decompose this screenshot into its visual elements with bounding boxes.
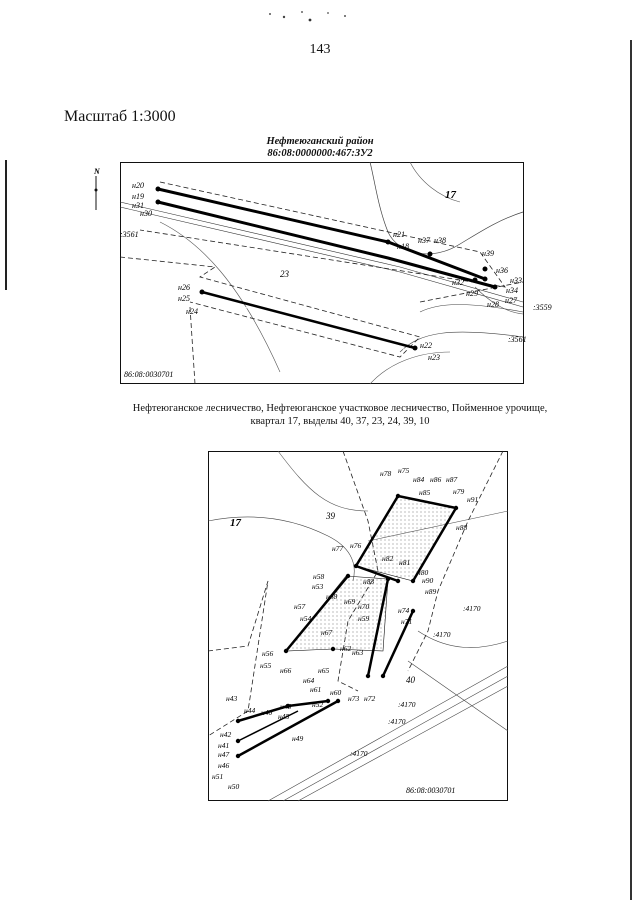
point-label: н37: [418, 236, 430, 245]
vydel-label: 39: [326, 511, 335, 521]
cadastral-block-label: 86:08:0030701: [406, 786, 456, 795]
reference-label: :4170: [388, 717, 406, 726]
point-label: н31: [132, 201, 144, 210]
point-label: н59: [358, 614, 370, 623]
point-label: н73: [348, 694, 360, 703]
margin-line: [5, 160, 7, 290]
point-label: н85: [419, 488, 431, 497]
point-label: н86: [430, 475, 442, 484]
cadastral-block-label: 86:08:0030701: [124, 370, 174, 379]
map1-title: [0, 136, 640, 160]
reference-label: :4170: [398, 700, 416, 709]
page-number: 143: [309, 42, 331, 57]
point-label: н55: [260, 661, 272, 670]
point-label: н41: [218, 741, 230, 750]
point-label: н24: [186, 307, 198, 316]
point-label: н19: [132, 192, 144, 201]
point-label: н84: [413, 475, 425, 484]
point-label: н38: [434, 236, 446, 245]
parcel-label: 23: [280, 269, 289, 279]
caption: [70, 402, 610, 428]
point-label: н83: [363, 577, 375, 586]
point-label: н87: [446, 475, 458, 484]
point-label: н49: [292, 734, 304, 743]
point-label: н79: [453, 487, 465, 496]
map1-cadastral-number: 86:08:0000000:467:ЗУ2: [267, 148, 373, 159]
vydel-label: 40: [406, 675, 415, 685]
point-label: н53: [312, 582, 324, 591]
point-label: н45: [278, 712, 290, 721]
point-label: н50: [228, 782, 240, 791]
caption-line1: Нефтеюганское лесничество, Нефтеюганское участковое лесничество, Пойменное урочище,: [132, 403, 548, 414]
quarter-label: 17: [230, 517, 241, 529]
point-label: н61: [310, 685, 322, 694]
point-label: н43: [226, 694, 238, 703]
point-label: н58: [313, 572, 325, 581]
point-label: н91: [467, 495, 479, 504]
point-label: н36: [496, 266, 508, 275]
point-label: н44: [244, 706, 256, 715]
reference-label: :3561: [120, 230, 139, 239]
point-label: н46: [218, 761, 230, 770]
point-label: н88: [456, 523, 468, 532]
point-label: н29: [466, 289, 478, 298]
point-label: н39: [482, 249, 494, 258]
point-label: н78: [380, 469, 392, 478]
point-label: н62: [340, 644, 352, 653]
point-label: н57: [294, 602, 306, 611]
point-label: н66: [280, 666, 292, 675]
point-label: н74: [398, 606, 410, 615]
point-label: н67: [321, 628, 333, 637]
scale-label: Масштаб 1:3000: [64, 108, 176, 125]
point-label: н21: [393, 230, 405, 239]
point-label: н52: [312, 700, 324, 709]
map1-frame: [94, 162, 552, 384]
scan-noise: [250, 4, 370, 24]
point-label: н40: [261, 708, 273, 717]
point-label: н28: [487, 300, 499, 309]
point-label: н72: [364, 694, 376, 703]
point-label: н30: [140, 209, 152, 218]
point-label: н20: [132, 181, 144, 190]
point-label: н75: [398, 466, 410, 475]
point-label: н64: [303, 676, 315, 685]
point-label: н60: [330, 688, 342, 697]
point-label: н82: [382, 554, 394, 563]
reference-label: :3561: [508, 335, 527, 344]
point-label: н51: [212, 772, 224, 781]
point-label: н47: [218, 750, 230, 759]
map1-district: Нефтеюганский район: [266, 136, 374, 147]
point-label: н56: [262, 649, 274, 658]
point-label: н76: [350, 541, 362, 550]
point-label: н70: [358, 602, 370, 611]
point-label: н81: [399, 558, 411, 567]
point-label: н25: [178, 294, 190, 303]
reference-label: :4170: [350, 749, 368, 758]
point-label: н23: [428, 353, 440, 362]
point-label: н18: [397, 242, 409, 251]
reference-label: :3559: [533, 303, 552, 312]
point-label: н65: [318, 666, 330, 675]
point-label: н77: [332, 544, 344, 553]
quarter-label: 17: [445, 189, 456, 201]
point-label: н34: [506, 286, 518, 295]
point-label: н42: [220, 730, 232, 739]
point-label: н80: [417, 568, 429, 577]
point-label: н69: [344, 597, 356, 606]
point-label: н26: [178, 283, 190, 292]
point-label: н71: [401, 617, 413, 626]
point-label: н54: [300, 614, 312, 623]
point-label: н33: [510, 276, 522, 285]
reference-label: :4170: [463, 604, 481, 613]
point-label: н63: [352, 648, 364, 657]
point-label: н68: [326, 592, 338, 601]
point-label: н90: [422, 576, 434, 585]
point-label: н22: [420, 341, 432, 350]
point-label: н48: [280, 702, 292, 711]
margin-line: [630, 40, 632, 900]
north-letter: N: [94, 167, 100, 176]
north-arrow-icon: [93, 167, 101, 210]
point-label: н32: [452, 278, 464, 287]
caption-line2: квартал 17, выделы 40, 37, 23, 24, 39, 10: [250, 416, 430, 427]
reference-label: :4170: [433, 630, 451, 639]
point-label: н27: [505, 296, 517, 305]
point-label: н89: [425, 587, 437, 596]
map2-frame: [208, 451, 508, 801]
